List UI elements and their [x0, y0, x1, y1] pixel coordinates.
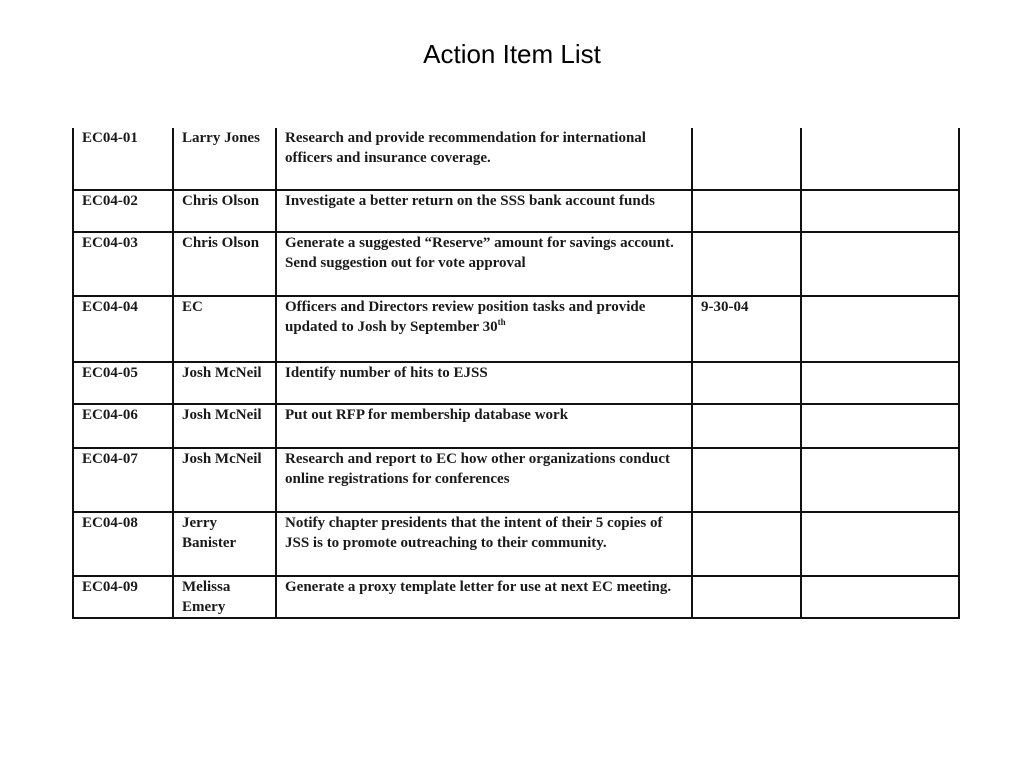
owner-cell: Jerry Banister — [173, 512, 276, 576]
item-id-cell: EC04-06 — [73, 404, 173, 448]
due-date-cell — [692, 190, 801, 232]
table-row — [73, 576, 959, 618]
due-date-cell — [692, 404, 801, 448]
item-id-cell: EC04-01 — [73, 128, 173, 190]
task-cell: Research and provide recommendation for international officers and insurance coverage. — [276, 128, 692, 190]
due-date-cell — [692, 448, 801, 512]
owner-cell: Chris Olson — [173, 232, 276, 296]
task-cell: Put out RFP for membership database work — [276, 404, 692, 448]
table-row — [73, 448, 959, 512]
status-cell — [801, 232, 959, 296]
status-cell — [801, 190, 959, 232]
item-id-cell: EC04-08 — [73, 512, 173, 576]
owner-cell: Melissa Emery — [173, 576, 276, 618]
item-id-cell: EC04-03 — [73, 232, 173, 296]
table-row — [73, 190, 959, 232]
table-row — [73, 512, 959, 576]
table-row — [73, 128, 959, 190]
ordinal-superscript: th — [497, 317, 506, 327]
table-row — [73, 296, 959, 362]
due-date-cell: 9-30-04 — [692, 296, 801, 362]
task-cell: Research and report to EC how other organizations conduct online registrations for conferences — [276, 448, 692, 512]
page-title: Action Item List — [423, 39, 601, 69]
status-cell — [801, 448, 959, 512]
item-id-cell: EC04-09 — [73, 576, 173, 618]
status-cell — [801, 128, 959, 190]
status-cell — [801, 296, 959, 362]
task-cell: Investigate a better return on the SSS bank account funds — [276, 190, 692, 232]
task-text: Officers and Directors review position tasks and provide updated to Josh by September 30 — [285, 299, 646, 335]
due-date-cell — [692, 576, 801, 618]
task-cell: Notify chapter presidents that the intent of their 5 copies of JSS is to promote outreaching to their community. — [276, 512, 692, 576]
owner-cell: Josh McNeil — [173, 404, 276, 448]
owner-cell: Chris Olson — [173, 190, 276, 232]
table-row — [73, 404, 959, 448]
task-cell: Identify number of hits to EJSS — [276, 362, 692, 404]
action-item-table — [72, 128, 960, 619]
action-item-table-container — [72, 128, 958, 619]
due-date-cell — [692, 512, 801, 576]
due-date-cell — [692, 232, 801, 296]
status-cell — [801, 404, 959, 448]
owner-cell: EC — [173, 296, 276, 362]
item-id-cell: EC04-05 — [73, 362, 173, 404]
owner-cell: Josh McNeil — [173, 362, 276, 404]
task-cell: Generate a suggested “Reserve” amount for savings account. Send suggestion out for vote approval — [276, 232, 692, 296]
table-row — [73, 362, 959, 404]
due-date-cell — [692, 362, 801, 404]
status-cell — [801, 512, 959, 576]
owner-cell: Larry Jones — [173, 128, 276, 190]
due-date-cell — [692, 128, 801, 190]
table-row — [73, 232, 959, 296]
item-id-cell: EC04-02 — [73, 190, 173, 232]
status-cell — [801, 362, 959, 404]
status-cell — [801, 576, 959, 618]
item-id-cell: EC04-07 — [73, 448, 173, 512]
item-id-cell: EC04-04 — [73, 296, 173, 362]
task-cell — [276, 296, 692, 362]
task-cell: Generate a proxy template letter for use at next EC meeting. — [276, 576, 692, 618]
owner-cell: Josh McNeil — [173, 448, 276, 512]
